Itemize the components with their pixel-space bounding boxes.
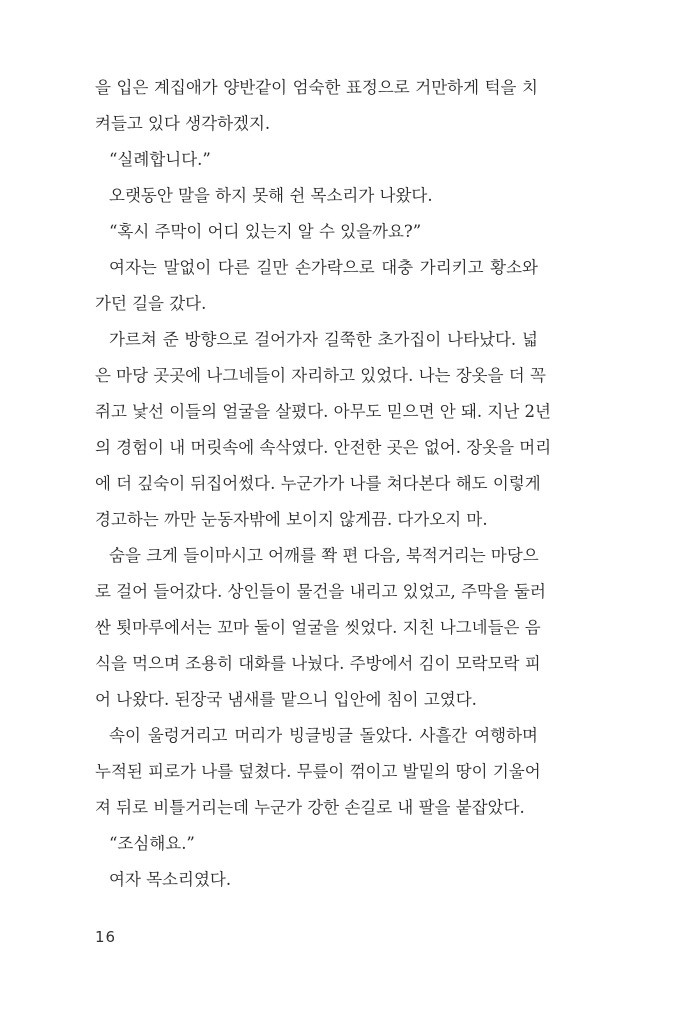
dialogue-line: “실례합니다.” — [109, 150, 211, 169]
text-line: 식을 먹으며 조용히 대화를 나눴다. 주방에서 김이 모락모락 피 — [95, 654, 541, 673]
text-line: 경고하는 까만 눈동자밖에 보이지 않게끔. 다가오지 마. — [95, 510, 488, 529]
page-number: 16 — [95, 928, 117, 946]
text-line: 쥐고 낯선 이들의 얼굴을 살폈다. 아무도 믿으면 안 돼. 지난 2년 — [95, 402, 551, 421]
text-line: 은 마당 곳곳에 나그네들이 자리하고 있었다. 나는 장옷을 더 꼭 — [95, 366, 546, 385]
dialogue-line: “조심해요.” — [109, 834, 195, 853]
book-page-body — [95, 76, 552, 904]
text-line: 져 뒤로 비틀거리는데 누군가 강한 손길로 내 팔을 붙잡았다. — [95, 798, 525, 817]
text-line: 싼 툇마루에서는 꼬마 둘이 얼굴을 씻었다. 지친 나그네들은 음 — [95, 618, 541, 637]
text-line: 가던 길을 갔다. — [95, 294, 207, 313]
text-line: 을 입은 계집애가 양반같이 엄숙한 표정으로 거만하게 턱을 치 — [95, 78, 538, 97]
text-line: 에 더 깊숙이 뒤집어썼다. 누군가가 나를 쳐다본다 해도 이렇게 — [95, 474, 541, 493]
text-line: 여자는 말없이 다른 길만 손가락으로 대충 가리키고 황소와 — [109, 258, 538, 277]
text-line: 속이 울렁거리고 머리가 빙글빙글 돌았다. 사흘간 여행하며 — [109, 726, 538, 745]
text-line: 여자 목소리였다. — [109, 870, 232, 889]
text-line: 숨을 크게 들이마시고 어깨를 쫙 편 다음, 북적거리는 마당으 — [109, 546, 539, 565]
text-line: 오랫동안 말을 하지 못해 쉰 목소리가 나왔다. — [109, 186, 433, 205]
text-line: 의 경험이 내 머릿속에 속삭였다. 안전한 곳은 없어. 장옷을 머리 — [95, 438, 552, 457]
text-line: 로 걸어 들어갔다. 상인들이 물건을 내리고 있었고, 주막을 둘러 — [95, 582, 546, 601]
text-line: 어 나왔다. 된장국 냄새를 맡으니 입안에 침이 고였다. — [95, 690, 477, 709]
dialogue-line: “혹시 주막이 어디 있는지 알 수 있을까요?” — [109, 222, 422, 241]
text-line: 누적된 피로가 나를 덮쳤다. 무릎이 꺾이고 발밑의 땅이 기울어 — [95, 762, 541, 781]
text-line: 켜들고 있다 생각하겠지. — [95, 114, 271, 133]
text-line: 가르쳐 준 방향으로 걸어가자 길쭉한 초가집이 나타났다. 넓 — [109, 330, 538, 349]
